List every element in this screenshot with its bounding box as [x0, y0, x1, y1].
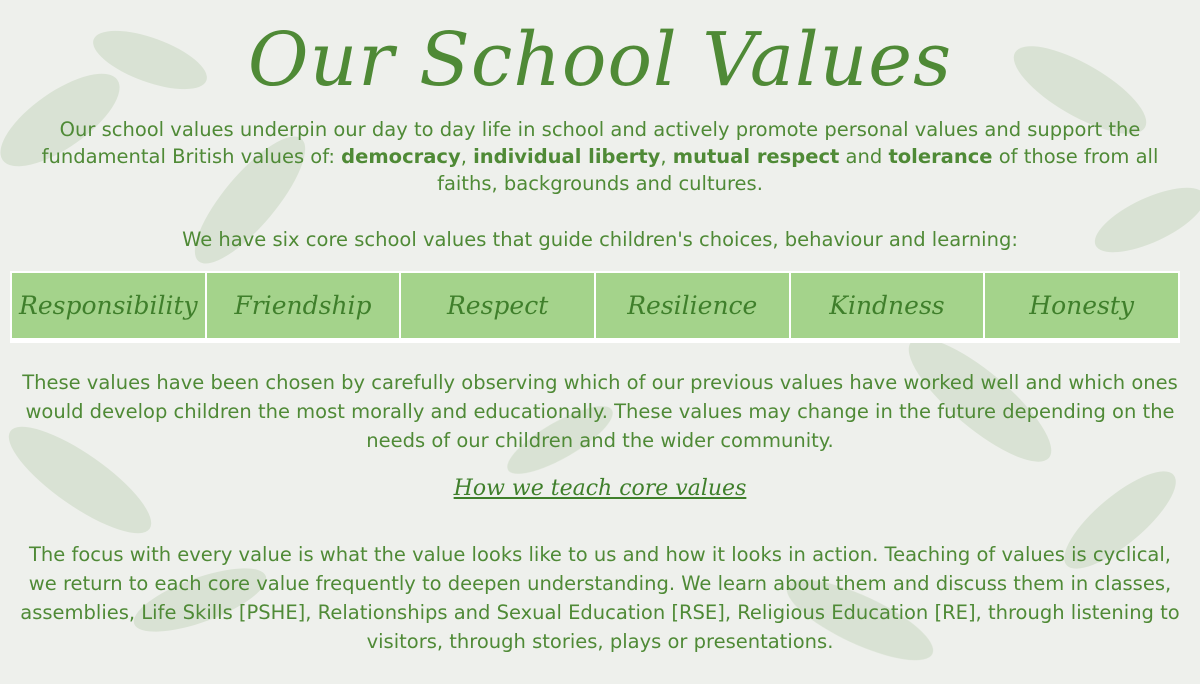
page-title: Our School Values	[247, 17, 953, 103]
value-mutual-respect: mutual respect	[672, 145, 840, 168]
separator: ,	[460, 145, 474, 168]
core-values-row	[11, 272, 1179, 339]
core-value-honesty: Honesty	[984, 272, 1179, 339]
intro-paragraph	[20, 116, 1180, 197]
teaching-paragraph: The focus with every value is what the value looks like to us and how it looks in action. Teaching of values is cyclical, we return to each core value frequently to deepen understanding. We learn about them and discuss them in classes, assemblies, Life Skills [PSHE], Relationships and Sexual Education [RSE], Religious Education [RE], through listening to visitors, through stories, plays or presentations.	[20, 543, 1180, 653]
core-value-resilience: Resilience	[595, 272, 790, 339]
values-chosen-paragraph: These values have been chosen by carefully observing which of our previous values have worked well and which ones would develop children the most morally and educationally. These values may change in the future depending on the needs of our children and the wider community.	[22, 371, 1178, 452]
core-values-table	[10, 271, 1180, 340]
core-value-kindness: Kindness	[790, 272, 985, 339]
core-value-responsibility: Responsibility	[11, 272, 206, 339]
core-value-friendship: Friendship	[206, 272, 401, 339]
separator: and	[839, 145, 889, 168]
intro-text-start: Our school values underpin our day to day life in school and actively promote personal values and support the fundamental British values of:	[41, 118, 1141, 168]
teaching-heading: How we teach core values	[453, 476, 747, 501]
core-values-intro: We have six core school values that guide children's choices, behaviour and learning:	[182, 228, 1018, 251]
separator: ,	[660, 145, 673, 168]
core-value-respect: Respect	[400, 272, 595, 339]
value-democracy: democracy	[341, 145, 461, 168]
value-individual-liberty: individual liberty	[473, 145, 661, 168]
intro-text-end: of those from all faiths, backgrounds and cultures.	[437, 145, 1159, 195]
value-tolerance: tolerance	[888, 145, 993, 168]
